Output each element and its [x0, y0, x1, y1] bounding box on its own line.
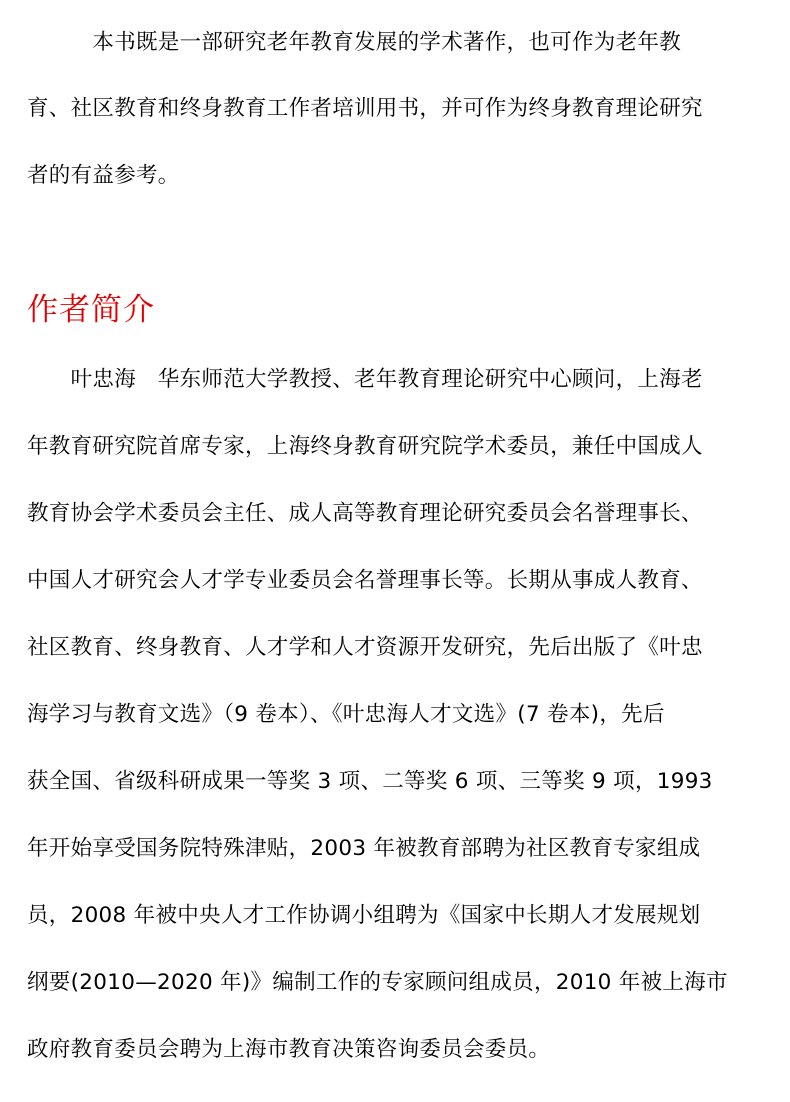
bio-line-11: 政府教育委员会聘为上海市教育决策咨询委员会委员。 [27, 1037, 551, 1062]
bio-line-4: 中国人才研究会人才学专业委员会名誉理事长等。长期从事成人教育、 [27, 568, 703, 593]
bio-line-10: 纲要(2010—2020 年)》编制工作的专家顾问组成员，2010 年被上海市 [27, 970, 728, 995]
bio-line-8: 年开始享受国务院特殊津贴，2003 年被教育部聘为社区教育专家组成 [27, 836, 701, 861]
bio-line-2: 年教育研究院首席专家，上海终身教育研究院学术委员，兼任中国成人 [27, 434, 703, 459]
bio-line-5: 社区教育、终身教育、人才学和人才资源开发研究，先后出版了《叶忠 [27, 635, 703, 660]
intro-line-3: 者的有益参考。 [27, 163, 180, 188]
bio-line-1: 叶忠海 华东师范大学教授、老年教育理论研究中心顾问，上海老 [27, 367, 703, 392]
section-heading: 作者简介 [27, 292, 155, 328]
bio-line-7: 获全国、省级科研成果一等奖 3 项、二等奖 6 项、三等奖 9 项，1993 [27, 769, 713, 794]
bio-line-6: 海学习与教育文选》（9 卷本）、《叶忠海人才文选》(7 卷本)，先后 [27, 702, 665, 727]
bio-line-3: 教育协会学术委员会主任、成人高等教育理论研究委员会名誉理事长、 [27, 501, 703, 526]
bio-line-9: 员，2008 年被中央人才工作协调小组聘为《国家中长期人才发展规划 [27, 903, 701, 928]
intro-line-2: 育、社区教育和终身教育工作者培训用书，并可作为终身教育理论研究 [27, 96, 703, 121]
intro-line-1: 本书既是一部研究老年教育发展的学术著作，也可作为老年教 [27, 30, 682, 55]
